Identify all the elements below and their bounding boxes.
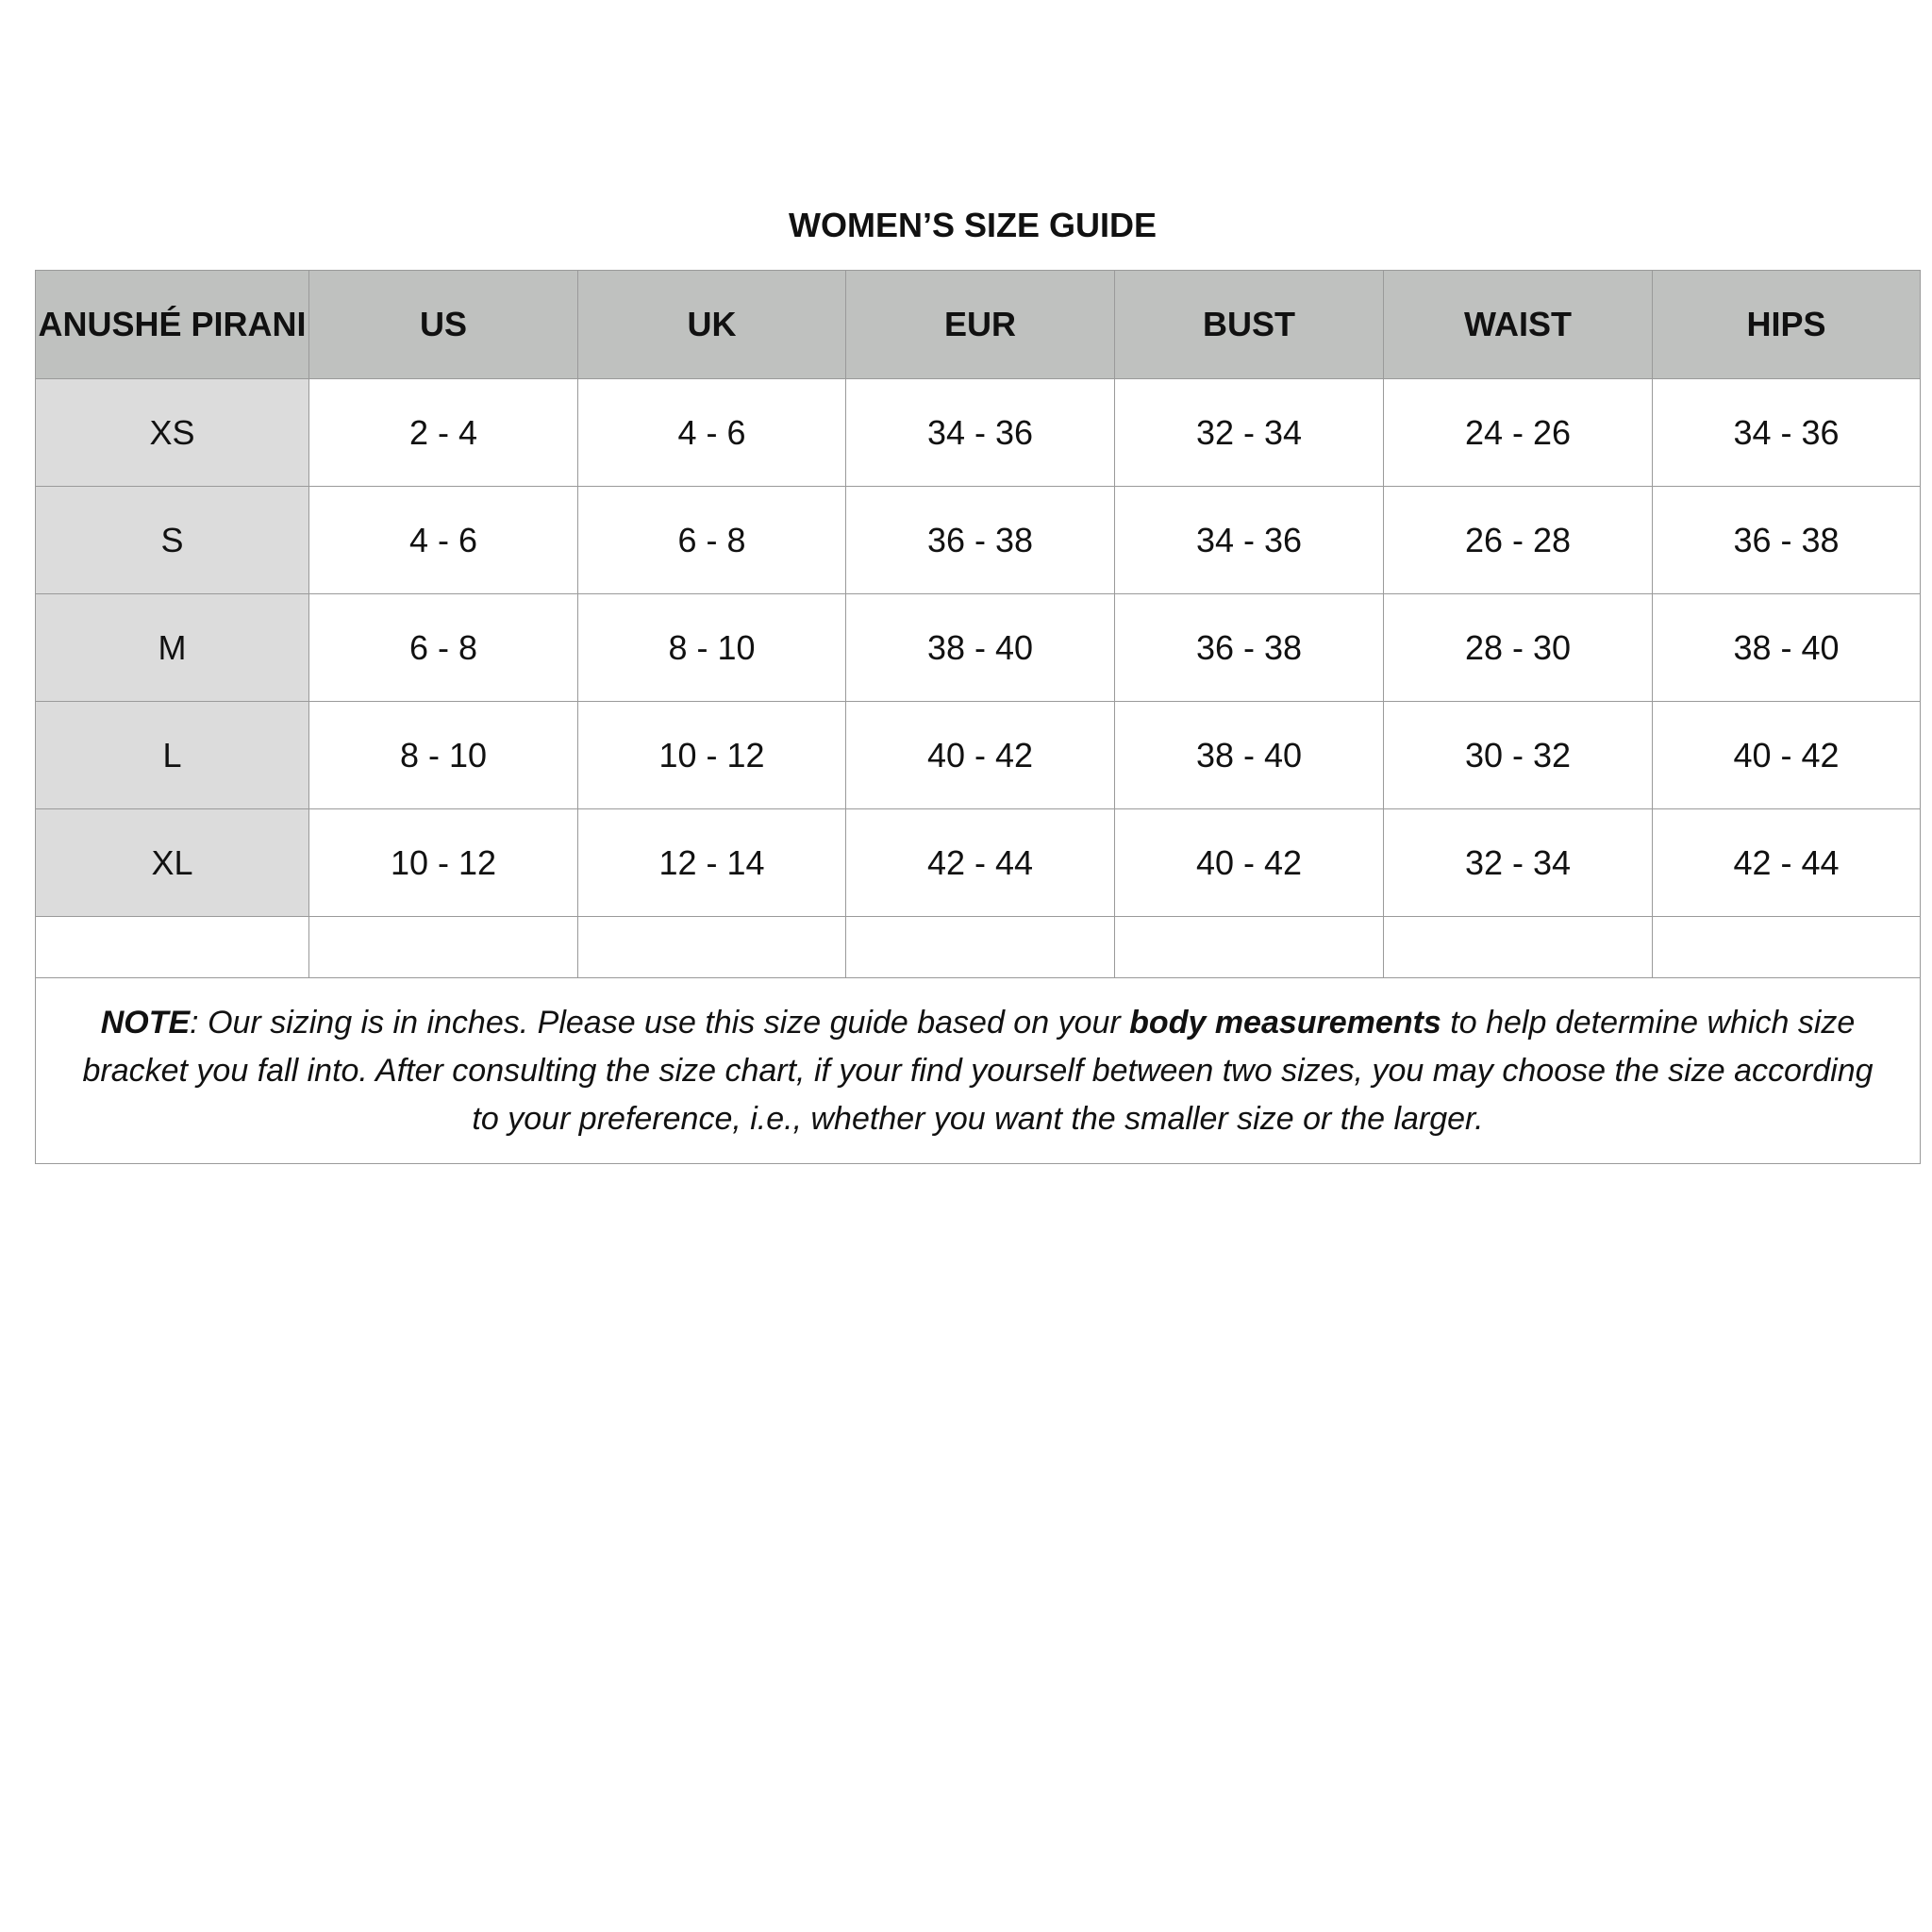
table-cell: 36 - 38 — [846, 487, 1115, 594]
size-label-cell: M — [36, 594, 309, 702]
note-cell — [36, 978, 1921, 1164]
table-cell: 42 - 44 — [1653, 809, 1921, 917]
table-cell: 4 - 6 — [578, 379, 846, 487]
header-hips: HIPS — [1653, 271, 1921, 379]
empty-table-row — [36, 917, 1921, 978]
note-text-2: to help determine which size bracket you fall into. After consulting the size chart, if your find yourself between two sizes, you may choose the size according to your preference, i.e., whether you want the smaller size or the larger. — [82, 1004, 1874, 1137]
table-cell: 30 - 32 — [1384, 702, 1653, 809]
table-cell: 40 - 42 — [1115, 809, 1384, 917]
table-cell: 10 - 12 — [309, 809, 578, 917]
size-guide-table — [35, 270, 1921, 1164]
empty-cell — [1653, 917, 1921, 978]
size-label-cell: XL — [36, 809, 309, 917]
table-cell: 26 - 28 — [1384, 487, 1653, 594]
table-cell: 40 - 42 — [1653, 702, 1921, 809]
header-uk: UK — [578, 271, 846, 379]
note-label: NOTE — [100, 1004, 191, 1041]
page-title: WOMEN’S SIZE GUIDE — [788, 206, 1158, 244]
table-cell: 12 - 14 — [578, 809, 846, 917]
table-row — [36, 379, 1921, 487]
note-text-1: : Our sizing is in inches. Please use this size guide based on your — [190, 1004, 1130, 1041]
note-emphasis: body measurements — [1129, 1004, 1441, 1041]
size-label-cell: L — [36, 702, 309, 809]
empty-cell — [846, 917, 1115, 978]
table-cell: 4 - 6 — [309, 487, 578, 594]
table-cell: 42 - 44 — [846, 809, 1115, 917]
table-cell: 38 - 40 — [846, 594, 1115, 702]
header-brand: ANUSHÉ PIRANI — [36, 271, 309, 379]
table-cell: 28 - 30 — [1384, 594, 1653, 702]
table-cell: 2 - 4 — [309, 379, 578, 487]
table-cell: 36 - 38 — [1115, 594, 1384, 702]
header-waist: WAIST — [1384, 271, 1653, 379]
table-row — [36, 594, 1921, 702]
table-cell: 34 - 36 — [846, 379, 1115, 487]
table-cell: 32 - 34 — [1115, 379, 1384, 487]
note-row — [36, 978, 1921, 1164]
table-cell: 8 - 10 — [309, 702, 578, 809]
table-cell: 36 - 38 — [1653, 487, 1921, 594]
table-cell: 8 - 10 — [578, 594, 846, 702]
empty-cell — [1384, 917, 1653, 978]
table-cell: 6 - 8 — [309, 594, 578, 702]
table-row — [36, 809, 1921, 917]
table-row — [36, 487, 1921, 594]
table-row — [36, 702, 1921, 809]
table-cell: 6 - 8 — [578, 487, 846, 594]
size-label-cell: XS — [36, 379, 309, 487]
header-bust: BUST — [1115, 271, 1384, 379]
table-cell: 34 - 36 — [1653, 379, 1921, 487]
empty-cell — [1115, 917, 1384, 978]
table-cell: 24 - 26 — [1384, 379, 1653, 487]
header-us: US — [309, 271, 578, 379]
header-eur: EUR — [846, 271, 1115, 379]
table-header-row — [36, 271, 1921, 379]
table-cell: 34 - 36 — [1115, 487, 1384, 594]
empty-cell — [309, 917, 578, 978]
empty-cell — [578, 917, 846, 978]
table-cell: 40 - 42 — [846, 702, 1115, 809]
size-label-cell: S — [36, 487, 309, 594]
table-cell: 38 - 40 — [1115, 702, 1384, 809]
empty-cell — [36, 917, 309, 978]
table-cell: 10 - 12 — [578, 702, 846, 809]
table-cell: 38 - 40 — [1653, 594, 1921, 702]
table-cell: 32 - 34 — [1384, 809, 1653, 917]
